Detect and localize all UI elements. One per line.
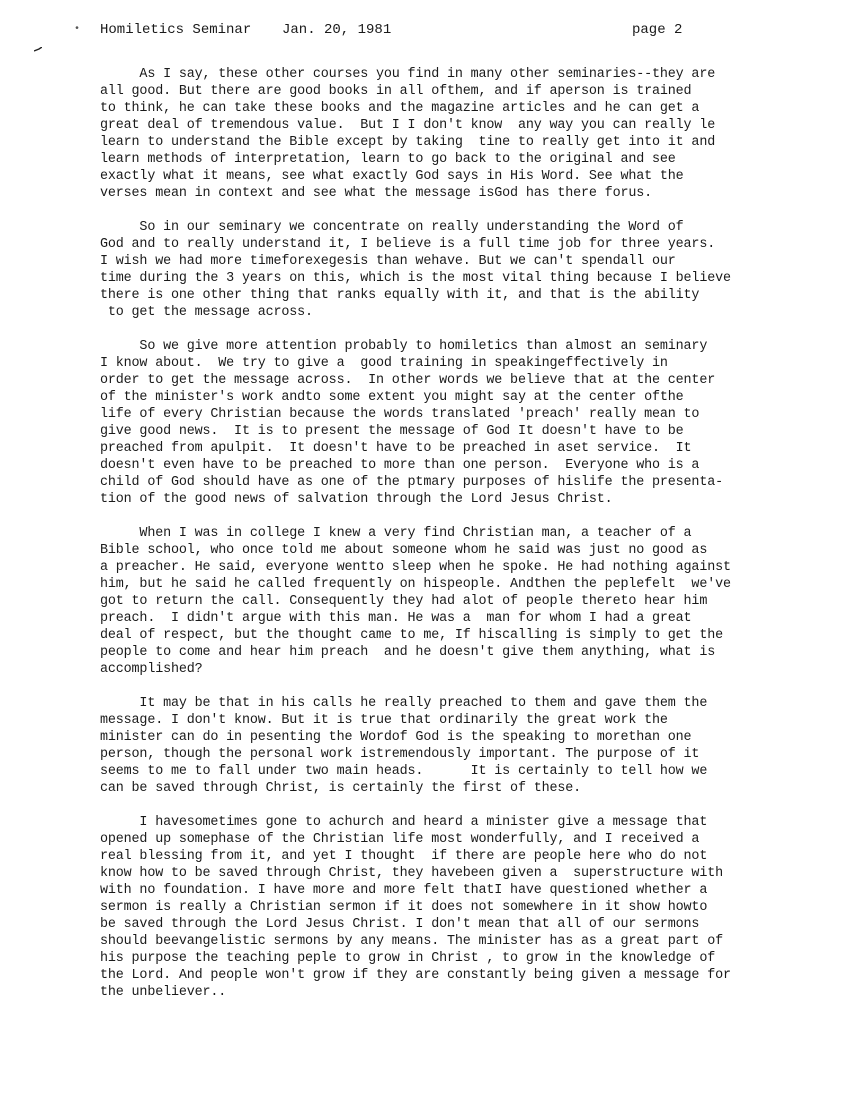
text-line: know how to be saved through Christ, they havebeen given a superstructure with — [100, 866, 723, 881]
text-line: I wish we had more timeforexegesis than wehave. But we can't spendall our — [100, 254, 676, 269]
text-line: order to get the message across. In other words we believe that at the center — [100, 373, 716, 388]
text-line: child of God should have as one of the ptmary purposes of hislife the presenta- — [100, 475, 723, 490]
text-line: be saved through the Lord Jesus Christ. I don't mean that all of our sermons — [100, 917, 700, 932]
text-line: learn to understand the Bible except by taking tine to really get into it and — [100, 135, 716, 150]
text-line: So in our seminary we concentrate on really understanding the Word of — [100, 220, 684, 235]
text-line: accomplished? — [100, 662, 203, 677]
text-line: should beevangelistic sermons by any means. The minister has as a great part of — [100, 934, 723, 949]
text-line: sermon is really a Christian sermon if it does not somewhere in it show howto — [100, 900, 708, 915]
text-line: God and to really understand it, I believe is a full time job for three years. — [100, 237, 716, 252]
text-line: deal of respect, but the thought came to me, If hiscalling is simply to get the — [100, 628, 723, 643]
text-line: doesn't even have to be preached to more than one person. Everyone who is a — [100, 458, 700, 473]
text-line: time during the 3 years on this, which is the most vital thing because I believe — [100, 271, 731, 286]
text-line: him, but he said he called frequently on hispeople. Andthen the peplefelt we've — [100, 577, 731, 592]
paragraph — [100, 338, 780, 508]
text-line: minister can do in pesenting the Wordof God is the speaking to morethan one — [100, 730, 692, 745]
text-line: all good. But there are good books in all ofthem, and if aperson is trained — [100, 84, 692, 99]
ink-mark-icon — [34, 47, 42, 53]
paragraph — [100, 814, 780, 1001]
text-line: preached from apulpit. It doesn't have to be preached in aset service. It — [100, 441, 692, 456]
text-line: a preacher. He said, everyone wentto sleep when he spoke. He had nothing against — [100, 560, 731, 575]
text-line: of the minister's work andto some extent you might say at the center ofthe — [100, 390, 684, 405]
text-line: people to come and hear him preach and he doesn't give them anything, what is — [100, 645, 716, 660]
text-line: his purpose the teaching peple to grow in Christ , to grow in the knowledge of — [100, 951, 716, 966]
text-line: seems to me to fall under two main heads. It is certainly to tell how we — [100, 764, 708, 779]
text-line: with no foundation. I have more and more felt thatI have questioned whether a — [100, 883, 708, 898]
text-line: great deal of tremendous value. But I I don't know any way you can really le — [100, 118, 716, 133]
text-line: person, though the personal work istremendously important. The purpose of it — [100, 747, 700, 762]
text-line: preach. I didn't argue with this man. He was a man for whom I had a great — [100, 611, 692, 626]
text-line: the unbeliever.. — [100, 985, 227, 1000]
text-line: So we give more attention probably to homiletics than almost an seminary — [100, 339, 708, 354]
text-line: to get the message across. — [100, 305, 313, 320]
paragraph — [100, 66, 780, 202]
text-line: I know about. We try to give a good training in speakingeffectively in — [100, 356, 668, 371]
text-line: Bible school, who once told me about someone whom he said was just no good as — [100, 543, 708, 558]
paragraph — [100, 219, 780, 321]
page-header — [74, 20, 794, 40]
text-line: to think, he can take these books and the magazine articles and he can get a — [100, 101, 700, 116]
text-line: verses mean in context and see what the message isGod has there forus. — [100, 186, 652, 201]
paragraph — [100, 525, 780, 678]
text-line: got to return the call. Consequently they had alot of people thereto hear him — [100, 594, 708, 609]
text-line: can be saved through Christ, is certainly the first of these. — [100, 781, 582, 796]
text-line: the Lord. And people won't grow if they are constantly being given a message for — [100, 968, 731, 983]
document-date: Jan. 20, 1981 — [282, 22, 392, 38]
document-body — [100, 66, 780, 1018]
text-line: exactly what it means, see what exactly God says in His Word. See what the — [100, 169, 684, 184]
paragraph — [100, 695, 780, 797]
text-line: I havesometimes gone to achurch and heard a minister give a message that — [100, 815, 708, 830]
bullet-mark: • — [74, 24, 81, 35]
text-line: When I was in college I knew a very find Christian man, a teacher of a — [100, 526, 692, 541]
text-line: message. I don't know. But it is true that ordinarily the great work the — [100, 713, 668, 728]
text-line: real blessing from it, and yet I thought if there are people here who do not — [100, 849, 708, 864]
document-title: Homiletics Seminar — [100, 22, 252, 38]
page-number: page 2 — [632, 22, 683, 38]
text-line: give good news. It is to present the message of God It doesn't have to be — [100, 424, 684, 439]
text-line: opened up somephase of the Christian life most wonderfully, and I received a — [100, 832, 700, 847]
text-line: there is one other thing that ranks equally with it, and that is the ability — [100, 288, 700, 303]
text-line: As I say, these other courses you find in many other seminaries--they are — [100, 67, 716, 82]
text-line: learn methods of interpretation, learn to go back to the original and see — [100, 152, 676, 167]
text-line: life of every Christian because the words translated 'preach' really mean to — [100, 407, 700, 422]
text-line: It may be that in his calls he really preached to them and gave them the — [100, 696, 708, 711]
text-line: tion of the good news of salvation through the Lord Jesus Christ. — [100, 492, 613, 507]
